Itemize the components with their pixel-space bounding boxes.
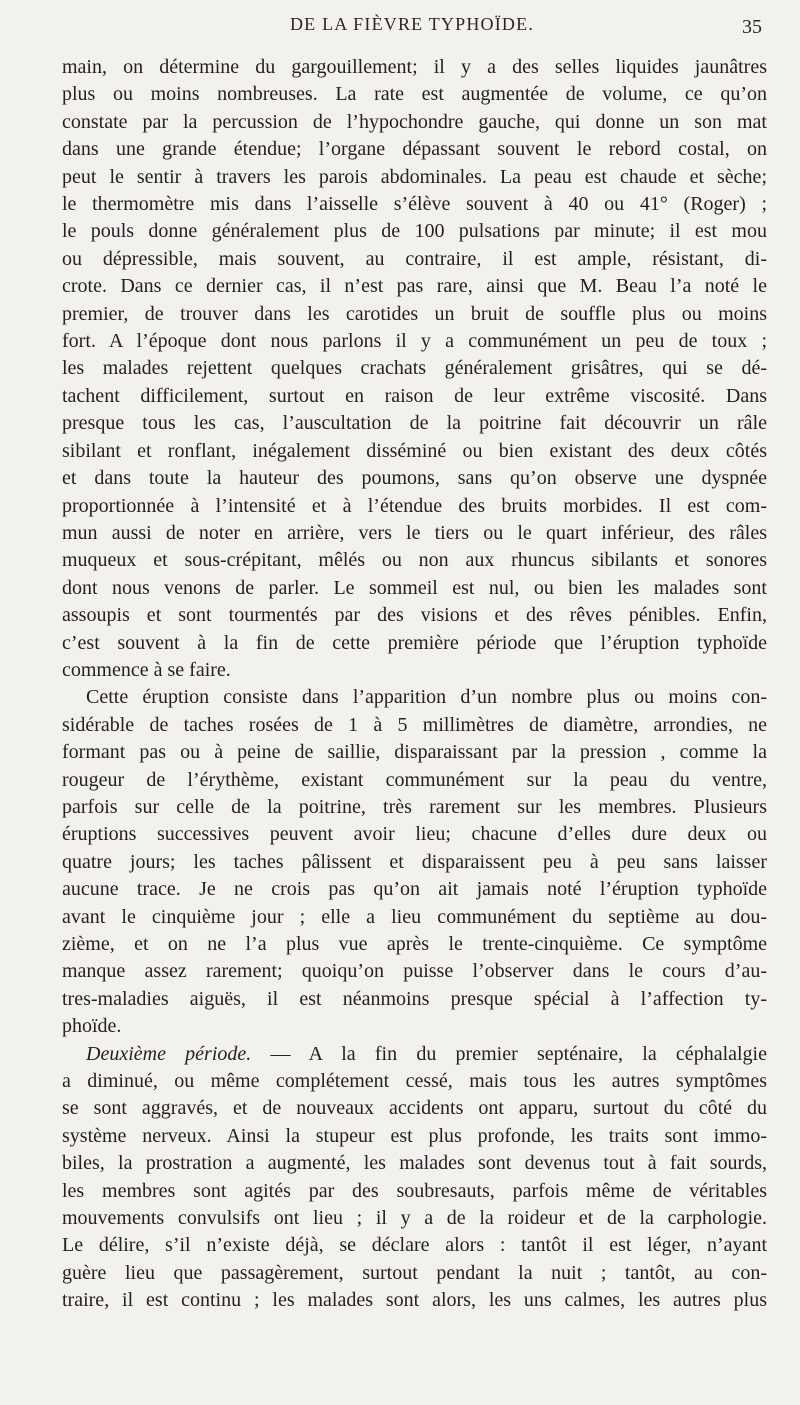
text-line: éruptions successives peuvent avoir lieu; chacune d’elles dure deux ou	[62, 823, 767, 846]
text-line: aucune trace. Je ne crois pas qu’on ait jamais noté l’éruption typhoïde	[62, 878, 767, 901]
text-line: zième, et on ne l’a plus vue après le trente-cinquième. Ce symptôme	[62, 933, 767, 955]
text-line: Le délire, s’il n’existe déjà, se déclare alors : tantôt il est léger, n’ayant	[62, 1234, 767, 1257]
paragraph-3	[62, 1041, 767, 1315]
page-header	[62, 14, 762, 44]
text-line: Cette éruption consiste dans l’apparition d’un nombre plus ou moins con-	[86, 686, 767, 709]
body-text	[62, 54, 767, 1315]
text-line: muqueux et sous-crépitant, mêlés ou non aux rhuncus sibilants et sonores	[62, 549, 767, 572]
text-line: ou dépressible, mais souvent, au contraire, il est ample, résistant, di-	[62, 247, 767, 270]
text-line: dont nous venons de parler. Le sommeil est nul, ou bien les malades sont	[62, 576, 767, 599]
text-line: a diminué, ou même complétement cessé, mais tous les autres symptômes	[62, 1070, 767, 1093]
text-line-rest: — A la fin du premier septénaire, la céphalalgie	[251, 1042, 767, 1065]
text-line: proportionnée à l’intensité et à l’étendue des bruits morbides. Il est com-	[62, 494, 767, 517]
text-line: rougeur de l’érythème, existant communément sur la peau du ventre,	[62, 768, 767, 791]
text-line: formant pas ou à peine de saillie, disparaissant par la pression , comme la	[62, 741, 767, 764]
text-line: phoïde.	[62, 1015, 122, 1038]
text-line: c’est souvent à la fin de cette première période que l’éruption typhoïde	[62, 631, 767, 654]
text-line: constate par la percussion de l’hypochondre gauche, qui donne un son mat	[62, 110, 767, 133]
text-line: parfois sur celle de la poitrine, très rarement sur les membres. Plusieurs	[62, 795, 767, 818]
text-line: les membres sont agités par des soubresauts, parfois même de véritables	[62, 1179, 767, 1202]
text-line: guère lieu que passagèrement, surtout pendant la nuit ; tantôt, au con-	[62, 1261, 767, 1284]
text-line: assoupis et sont tourmentés par des visions et des rêves pénibles. Enfin,	[62, 604, 767, 627]
text-line: avant le cinquième jour ; elle a lieu communément du septième au dou-	[62, 905, 767, 928]
text-line: premier, de trouver dans les carotides un bruit de souffle plus ou moins	[62, 302, 767, 325]
text-line: commence à se faire.	[62, 658, 231, 681]
text-line: système nerveux. Ainsi la stupeur est plus profonde, les traits sont immo-	[62, 1124, 767, 1147]
page-number: 35	[742, 16, 762, 38]
text-line: se sont aggravés, et de nouveaux accidents ont apparu, surtout du côté du	[62, 1097, 767, 1120]
text-line: biles, la prostration a augmenté, les malades sont devenus tout à fait sourds,	[62, 1152, 767, 1175]
text-line: tres-maladies aiguës, il est néanmoins presque spécial à l’affection ty-	[62, 987, 767, 1010]
text-line: traire, il est continu ; les malades sont alors, les uns calmes, les autres plus	[62, 1289, 767, 1312]
text-line: mouvements convulsifs ont lieu ; il y a de la roideur et de la carphologie.	[62, 1207, 767, 1230]
text-line: presque tous les cas, l’auscultation de la poitrine fait découvrir un râle	[62, 412, 767, 435]
paragraph-2	[62, 684, 767, 1040]
text-line: mun aussi de noter en arrière, vers le tiers ou le quart inférieur, des râles	[62, 521, 767, 544]
running-title: DE LA FIÈVRE TYPHOÏDE.	[289, 14, 535, 34]
text-line: sibilant et ronflant, inégalement disséminé ou bien existant des deux côtés	[62, 439, 767, 462]
text-line: manque assez rarement; quoiqu’on puisse l’observer dans le cours d’au-	[62, 960, 767, 983]
text-line: sidérable de taches rosées de 1 à 5 millimètres de diamètre, arrondies, ne	[62, 713, 767, 736]
text-line: le pouls donne généralement plus de 100 pulsations par minute; il est mou	[62, 220, 767, 243]
text-line: crote. Dans ce dernier cas, il n’est pas rare, ainsi que M. Beau l’a noté le	[62, 275, 767, 298]
text-line: les malades rejettent quelques crachats généralement grisâtres, qui se dé-	[62, 357, 767, 380]
section-heading: Deuxième période.	[86, 1042, 252, 1065]
text-line: fort. A l’époque dont nous parlons il y a communément un peu de toux ;	[62, 330, 767, 353]
text-line: main, on détermine du gargouillement; il y a des selles liquides jaunâtres	[62, 56, 767, 78]
text-line: peut le sentir à travers les parois abdominales. La peau est chaude et sèche;	[62, 165, 767, 188]
text-line: tachent difficilement, surtout en raison de leur extrême viscosité. Dans	[62, 384, 767, 407]
text-line: et dans toute la hauteur des poumons, sans qu’on observe une dyspnée	[62, 467, 767, 490]
text-line	[62, 1041, 767, 1068]
text-line: plus ou moins nombreuses. La rate est augmentée de volume, ce qu’on	[62, 83, 767, 106]
text-line: le thermomètre mis dans l’aisselle s’élève souvent à 40 ou 41° (Roger) ;	[62, 193, 767, 216]
paragraph-1	[62, 54, 767, 684]
text-line: quatre jours; les taches pâlissent et disparaissent peu à peu sans laisser	[62, 850, 767, 873]
text-line: dans une grande étendue; l’organe dépassant souvent le rebord costal, on	[62, 138, 767, 161]
